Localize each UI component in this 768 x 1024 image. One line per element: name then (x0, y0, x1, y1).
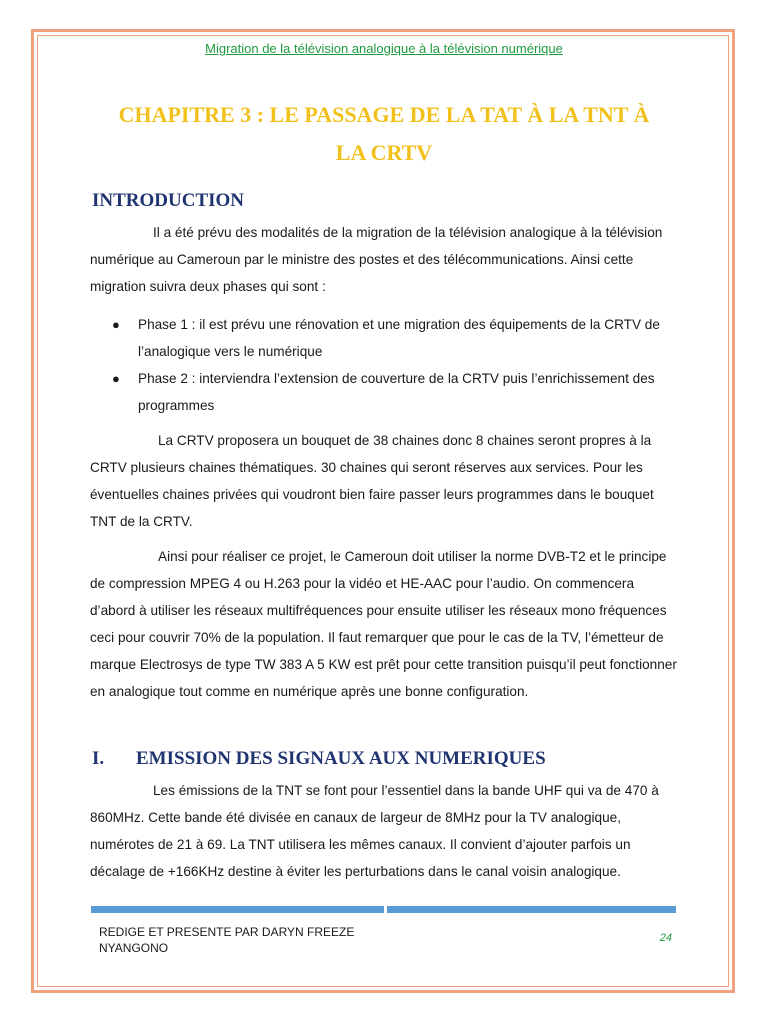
chapter-title-line-1: CHAPITRE 3 : LE PASSAGE DE LA TAT À LA TNT À (118, 102, 650, 127)
introduction-paragraph-2-block (90, 427, 678, 535)
introduction-paragraph-1-block (90, 219, 678, 300)
footer-rule-right (387, 906, 676, 913)
section-1-heading-text: EMISSION DES SIGNAUX AUX NUMERIQUES (136, 748, 546, 769)
introduction-heading: INTRODUCTION (92, 190, 245, 211)
phase-list-item (90, 311, 680, 365)
introduction-paragraph-1: Il a été prévu des modalités de la migration de la télévision analogique à la télévision numérique au Cameroun par le ministre des postes et des télécommunications. Ainsi cette migration suivra deux phases qui sont : (90, 225, 663, 294)
chapter-title (70, 96, 698, 172)
introduction-paragraph-3: Ainsi pour réaliser ce projet, le Cameroun doit utiliser la norme DVB-T2 et le principe de compression MPEG 4 ou H.263 pour la vidéo et HE-AAC pour l’audio. On commencera d’abord à utiliser les réseaux multifréquences pour ensuite utiliser les réseaux mono fréquences ceci pour couvrir 70% de la population. Il faut remarquer que pour le cas de la TV, l’émetteur de marque Electrosys de type TW 383 A 5 KW est prêt pour cette transition puisqu’il peut fonctionner en analogique tout comme en numérique après une bonne configuration. (90, 549, 677, 699)
chapter-title-line-2: LA CRTV (335, 140, 433, 165)
footer-rule-left (91, 906, 384, 913)
footer-author-line-1: REDIGE ET PRESENTE PAR DARYN FREEZE (99, 925, 355, 939)
introduction-paragraph-2: La CRTV proposera un bouquet de 38 chaines donc 8 chaines seront propres à la CRTV plusieurs chaines thématiques. 30 chaines qui seront réserves aux services. Pour les éventuelles chaines privées qui voudront bien faire passer leurs programmes dans le bouquet TNT de la CRTV. (90, 433, 654, 529)
phase-list (90, 311, 680, 419)
section-1-number: I. (92, 748, 105, 769)
section-1-heading (92, 748, 546, 770)
phase-2-text: Phase 2 : interviendra l’extension de couverture de la CRTV puis l’enrichissement des programmes (138, 371, 655, 413)
phase-1-text: Phase 1 : il est prévu une rénovation et une migration des équipements de la CRTV de l’analogique vers le numérique (138, 317, 660, 359)
page-number: 24 (659, 932, 672, 944)
phase-list-item (90, 365, 680, 419)
introduction-paragraph-3-block (90, 543, 678, 705)
section-1-paragraph-1: Les émissions de la TNT se font pour l’essentiel dans la bande UHF qui va de 470 à 860MHz. Cette bande été divisée en canaux de largeur de 8MHz pour la TV analogique, numérotes de 21 à 69. La TNT utilisera les mêmes canaux. Il convient d’ajouter parfois un décalage de +166KHz destine à éviter les perturbations dans le canal voisin analogique. (90, 783, 659, 879)
bullet-icon: ● (112, 317, 120, 332)
footer-author-line-2: NYANGONO (99, 941, 169, 955)
section-1-paragraph-1-block (90, 777, 678, 885)
running-header: Migration de la télévision analogique à la télévision numérique (205, 41, 563, 56)
bullet-icon: ● (112, 371, 120, 386)
footer-author (99, 924, 379, 956)
